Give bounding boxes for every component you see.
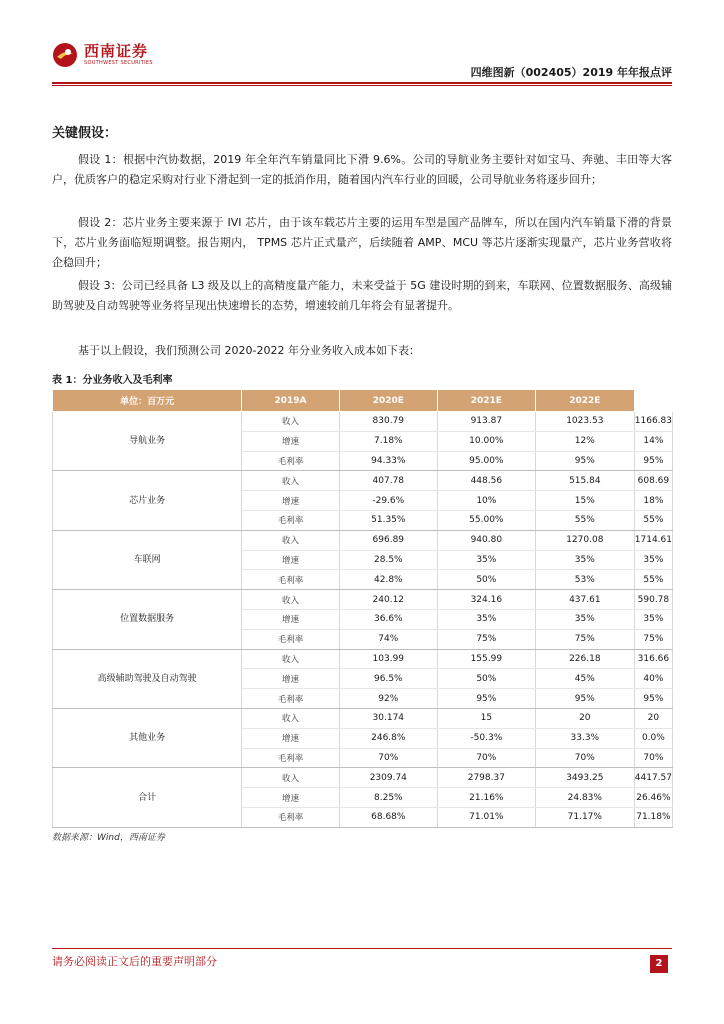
metric-label-cell: 收入 xyxy=(242,412,340,432)
table-row xyxy=(53,530,673,550)
metric-label-cell: 增速 xyxy=(242,491,340,511)
value-cell: 75% xyxy=(634,629,672,649)
footer-disclaimer: 请务必阅读正文后的重要声明部分 xyxy=(52,955,217,968)
metric-label-cell: 毛利率 xyxy=(242,807,340,827)
company-logo xyxy=(52,42,153,68)
value-cell: 20 xyxy=(634,708,672,728)
value-cell: 20 xyxy=(535,708,634,728)
value-cell: 0.0% xyxy=(634,728,672,748)
segment-name-cell: 导航业务 xyxy=(53,412,242,471)
value-cell: 246.8% xyxy=(339,728,437,748)
value-cell: 155.99 xyxy=(437,649,535,669)
metric-label-cell: 增速 xyxy=(242,609,340,629)
metric-label-cell: 毛利率 xyxy=(242,629,340,649)
table-row xyxy=(53,708,673,728)
value-cell: 2309.74 xyxy=(339,768,437,788)
value-cell: 15 xyxy=(437,708,535,728)
metric-label-cell: 毛利率 xyxy=(242,570,340,590)
header-cell-2019a: 2019A xyxy=(242,390,340,412)
metric-label-cell: 增速 xyxy=(242,788,340,808)
value-cell: 95% xyxy=(437,689,535,709)
value-cell: 8.25% xyxy=(339,788,437,808)
metric-label-cell: 增速 xyxy=(242,669,340,689)
value-cell: 4417.57 xyxy=(634,768,672,788)
segment-name-cell: 位置数据服务 xyxy=(53,590,242,649)
value-cell: 940.80 xyxy=(437,530,535,550)
header-divider-thin xyxy=(52,85,672,86)
metric-label-cell: 毛利率 xyxy=(242,451,340,471)
metric-label-cell: 毛利率 xyxy=(242,748,340,768)
value-cell: 1023.53 xyxy=(535,412,634,432)
metric-label-cell: 毛利率 xyxy=(242,510,340,530)
value-cell: 240.12 xyxy=(339,590,437,610)
value-cell: 94.33% xyxy=(339,451,437,471)
segment-name-cell: 合计 xyxy=(53,768,242,827)
value-cell: 324.16 xyxy=(437,590,535,610)
value-cell: 71.18% xyxy=(634,807,672,827)
value-cell: 696.89 xyxy=(339,530,437,550)
value-cell: 95% xyxy=(535,689,634,709)
value-cell: 35% xyxy=(437,609,535,629)
header-cell-2022e: 2022E xyxy=(535,390,634,412)
segment-name-cell: 高级辅助驾驶及自动驾驶 xyxy=(53,649,242,708)
value-cell: 96.5% xyxy=(339,669,437,689)
metric-label-cell: 收入 xyxy=(242,708,340,728)
section-title: 关键假设： xyxy=(52,126,118,141)
paragraph-assumption-1 xyxy=(52,150,672,190)
value-cell: 55% xyxy=(535,510,634,530)
value-cell: 407.78 xyxy=(339,471,437,491)
value-cell: 515.84 xyxy=(535,471,634,491)
value-cell: 71.17% xyxy=(535,807,634,827)
paragraph-text: 假设 1：根据中汽协数据，2019 年全年汽车销量同比下滑 9.6%。公司的导航业务主要针对如宝马、奔驰、丰田等大客户，优质客户的稳定采购对行业下滑起到一定的抵消作用，随着国内汽车行业的回暖，公司导航业务将逐步回升； xyxy=(52,153,672,186)
page-number: 2 xyxy=(650,955,668,973)
value-cell: 316.66 xyxy=(634,649,672,669)
value-cell: 608.69 xyxy=(634,471,672,491)
paragraph-assumption-2 xyxy=(52,213,672,273)
paragraph-assumption-3 xyxy=(52,276,672,316)
value-cell: 35% xyxy=(535,550,634,570)
table-row xyxy=(53,590,673,610)
value-cell: 95% xyxy=(634,689,672,709)
metric-label-cell: 收入 xyxy=(242,590,340,610)
logo-mark-icon xyxy=(52,42,78,68)
metric-label-cell: 增速 xyxy=(242,431,340,451)
value-cell: 50% xyxy=(437,669,535,689)
value-cell: -50.3% xyxy=(437,728,535,748)
value-cell: 45% xyxy=(535,669,634,689)
value-cell: 50% xyxy=(437,570,535,590)
value-cell: 437.61 xyxy=(535,590,634,610)
value-cell: 14% xyxy=(634,431,672,451)
value-cell: 70% xyxy=(339,748,437,768)
value-cell: 1270.08 xyxy=(535,530,634,550)
value-cell: 75% xyxy=(535,629,634,649)
metric-label-cell: 增速 xyxy=(242,550,340,570)
value-cell: 55% xyxy=(634,570,672,590)
header-cell-unit: 单位：百万元 xyxy=(53,390,242,412)
value-cell: 3493.25 xyxy=(535,768,634,788)
table-row xyxy=(53,768,673,788)
value-cell: 71.01% xyxy=(437,807,535,827)
value-cell: 2798.37 xyxy=(437,768,535,788)
metric-label-cell: 收入 xyxy=(242,471,340,491)
value-cell: 10.00% xyxy=(437,431,535,451)
footer-divider xyxy=(52,948,672,949)
value-cell: 36.6% xyxy=(339,609,437,629)
header-divider xyxy=(52,82,672,84)
value-cell: 92% xyxy=(339,689,437,709)
value-cell: 55% xyxy=(634,510,672,530)
data-source: 数据来源：Wind，西南证券 xyxy=(52,833,165,843)
logo-cn: 西南证券 xyxy=(84,42,149,60)
value-cell: 53% xyxy=(535,570,634,590)
value-cell: 15% xyxy=(535,491,634,511)
table-row xyxy=(53,471,673,491)
value-cell: 1714.61 xyxy=(634,530,672,550)
paragraph-text: 基于以上假设，我们预测公司 2020-2022 年分业务收入成本如下表： xyxy=(78,344,420,357)
value-cell: 35% xyxy=(437,550,535,570)
value-cell: 18% xyxy=(634,491,672,511)
metric-label-cell: 收入 xyxy=(242,530,340,550)
value-cell: 42.8% xyxy=(339,570,437,590)
value-cell: 21.16% xyxy=(437,788,535,808)
logo-en: SOUTHWEST SECURITIES xyxy=(84,60,153,66)
value-cell: 40% xyxy=(634,669,672,689)
value-cell: 70% xyxy=(437,748,535,768)
value-cell: 1166.83 xyxy=(634,412,672,432)
value-cell: 35% xyxy=(634,550,672,570)
value-cell: 7.18% xyxy=(339,431,437,451)
paragraph-summary xyxy=(52,341,672,361)
segment-revenue-table xyxy=(52,389,673,828)
segment-name-cell: 其他业务 xyxy=(53,708,242,767)
value-cell: 10% xyxy=(437,491,535,511)
value-cell: -29.6% xyxy=(339,491,437,511)
paragraph-text: 假设 2：芯片业务主要来源于 IVI 芯片，由于该车载芯片主要的运用车型是国产品牌车，所以在国内汽车销量下滑的背景下，芯片业务面临短期调整。报告期内， TPMS 芯片正式量产，后续随着 AMP、MCU 等芯片逐渐实现量产，芯片业务营收将企稳回升； xyxy=(52,216,672,269)
metric-label-cell: 毛利率 xyxy=(242,689,340,709)
value-cell: 12% xyxy=(535,431,634,451)
value-cell: 74% xyxy=(339,629,437,649)
header-cell-2021e: 2021E xyxy=(437,390,535,412)
header-cell-2020e: 2020E xyxy=(339,390,437,412)
table-row xyxy=(53,649,673,669)
value-cell: 70% xyxy=(535,748,634,768)
metric-label-cell: 增速 xyxy=(242,728,340,748)
value-cell: 70% xyxy=(634,748,672,768)
metric-label-cell: 收入 xyxy=(242,649,340,669)
value-cell: 24.83% xyxy=(535,788,634,808)
value-cell: 26.46% xyxy=(634,788,672,808)
segment-name-cell: 车联网 xyxy=(53,530,242,589)
value-cell: 55.00% xyxy=(437,510,535,530)
value-cell: 30.174 xyxy=(339,708,437,728)
paragraph-text: 假设 3：公司已经具备 L3 级及以上的高精度量产能力，未来受益于 5G 建设时期的到来，车联网、位置数据服务、高级辅助驾驶及自动驾驶等业务将呈现出快速增长的态势，增速较前几年将会有显著提升。 xyxy=(52,279,672,312)
value-cell: 33.3% xyxy=(535,728,634,748)
segment-name-cell: 芯片业务 xyxy=(53,471,242,530)
value-cell: 103.99 xyxy=(339,649,437,669)
report-title: 四维图新（002405）2019 年年报点评 xyxy=(470,66,672,79)
value-cell: 35% xyxy=(535,609,634,629)
value-cell: 68.68% xyxy=(339,807,437,827)
table-caption: 表 1：分业务收入及毛利率 xyxy=(52,375,173,386)
table-header-row xyxy=(53,390,673,412)
table-row xyxy=(53,412,673,432)
value-cell: 226.18 xyxy=(535,649,634,669)
value-cell: 28.5% xyxy=(339,550,437,570)
metric-label-cell: 收入 xyxy=(242,768,340,788)
value-cell: 830.79 xyxy=(339,412,437,432)
value-cell: 590.78 xyxy=(634,590,672,610)
value-cell: 448.56 xyxy=(437,471,535,491)
value-cell: 95% xyxy=(634,451,672,471)
value-cell: 95.00% xyxy=(437,451,535,471)
value-cell: 95% xyxy=(535,451,634,471)
value-cell: 913.87 xyxy=(437,412,535,432)
value-cell: 35% xyxy=(634,609,672,629)
value-cell: 51.35% xyxy=(339,510,437,530)
value-cell: 75% xyxy=(437,629,535,649)
